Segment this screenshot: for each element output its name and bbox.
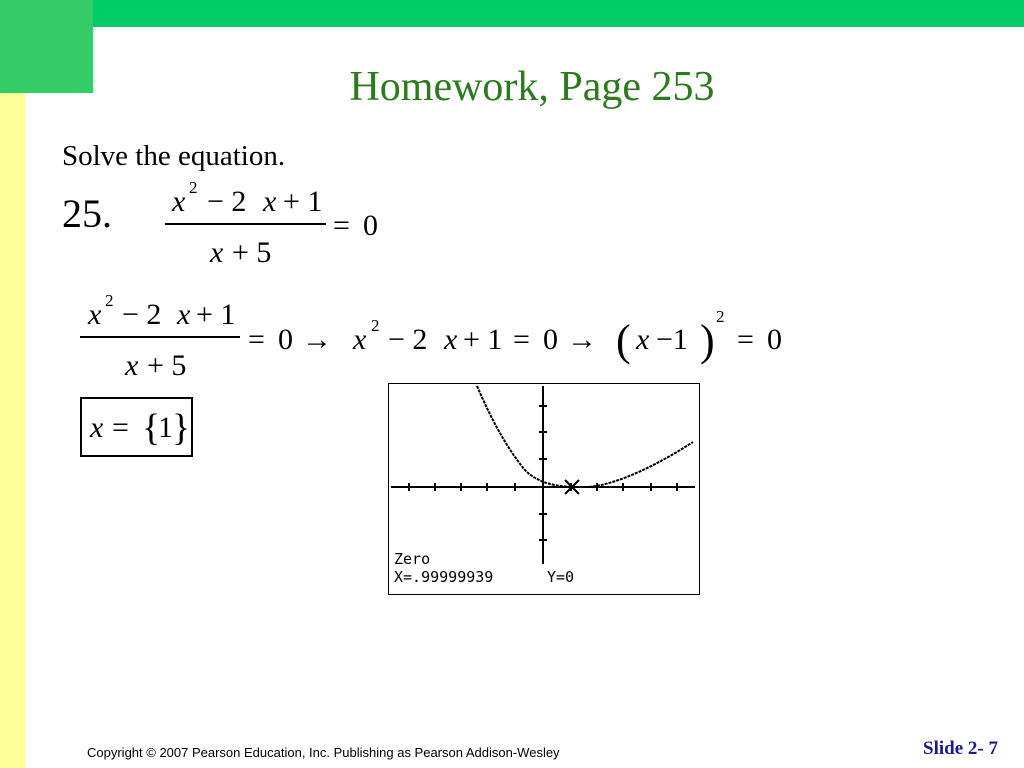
problem-den-plus5: + 5 — [232, 236, 272, 269]
graph-curve-right — [589, 442, 693, 487]
solution-steps — [80, 291, 782, 382]
step1-num-plus1: + 1 — [196, 298, 236, 331]
step1-num-exp: 2 — [105, 291, 114, 310]
calc-x-readout: X=.99999939 — [394, 568, 494, 586]
answer-brace-left: { — [142, 407, 161, 449]
problem-prompt: Solve the equation. — [62, 140, 286, 172]
graph-curve-left — [477, 386, 572, 487]
answer-box — [80, 397, 193, 457]
step3-paren-right: ) — [700, 316, 715, 365]
copyright-footer: Copyright © 2007 Pearson Education, Inc. Publishing as Pearson Addison-Wesley — [87, 745, 560, 760]
step1-num-x: x — [88, 298, 102, 331]
slide-title: Homework, Page 253 — [349, 64, 715, 110]
problem-num-exp: 2 — [189, 178, 198, 197]
problem-num-x: x — [172, 185, 186, 218]
answer-value: 1 — [158, 411, 173, 444]
calculator-graph-screenshot — [388, 383, 700, 595]
step3-x: x — [636, 323, 650, 356]
problem-equals: = — [333, 209, 350, 242]
arrow-2: → — [567, 323, 597, 356]
answer-x: x — [90, 411, 104, 444]
step1-zero: 0 — [278, 323, 293, 356]
step3-minus1: −1 — [656, 323, 688, 356]
step1-num-x2: x — [177, 298, 191, 331]
problem-den-x: x — [210, 236, 224, 269]
calc-y-readout: Y=0 — [547, 568, 575, 586]
problem-num-x2: x — [263, 185, 277, 218]
slide-number: Slide 2- 7 — [923, 738, 998, 759]
step1-den-x: x — [125, 349, 139, 382]
step3-equals: = — [737, 323, 754, 356]
problem-zero: 0 — [363, 209, 378, 242]
calc-mode-label: Zero — [394, 550, 431, 568]
problem-equation — [165, 178, 378, 269]
step3-exp: 2 — [716, 307, 725, 326]
answer-equals: = — [112, 411, 129, 444]
problem-number: 25. — [62, 191, 112, 236]
problem-num-minus2: − 2 — [207, 185, 247, 218]
step1-den-plus5: + 5 — [147, 349, 187, 382]
step1-num-minus2: − 2 — [122, 298, 162, 331]
step3-paren-left: ( — [616, 316, 631, 365]
step2-zero: 0 — [543, 323, 558, 356]
calculator-graph — [389, 384, 699, 594]
step2-x: x — [353, 323, 367, 356]
step2-minus2: − 2 — [388, 323, 428, 356]
answer-brace-right: } — [172, 407, 191, 449]
step2-exp: 2 — [371, 316, 380, 335]
arrow-1: → — [302, 323, 332, 356]
step2-equals: = — [513, 323, 530, 356]
step2-plus1: + 1 — [463, 323, 503, 356]
step2-x2: x — [444, 323, 458, 356]
step1-equals: = — [248, 323, 265, 356]
step3-zero: 0 — [767, 323, 782, 356]
problem-num-plus1: + 1 — [283, 185, 323, 218]
